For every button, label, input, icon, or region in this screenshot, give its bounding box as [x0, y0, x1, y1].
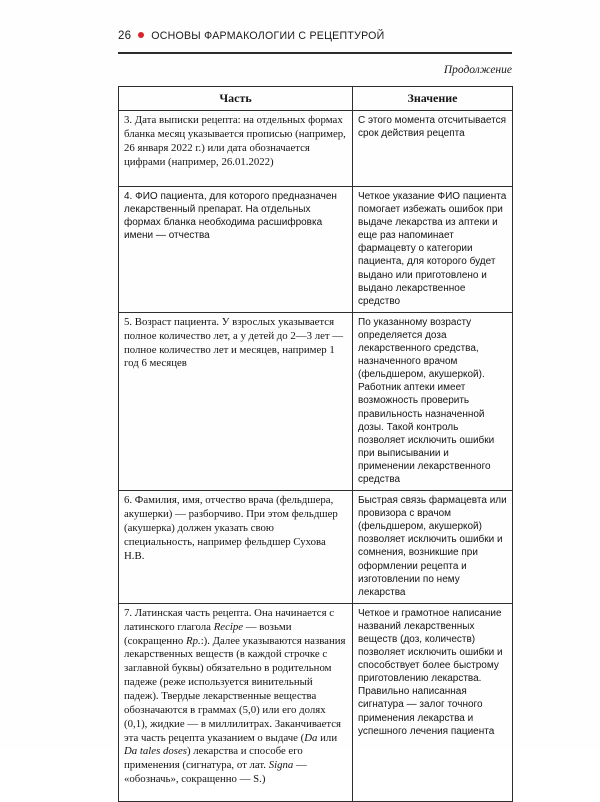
cell-part: [119, 111, 353, 187]
cell-meaning: [353, 187, 513, 313]
cell-meaning: [353, 312, 513, 490]
table-row: [119, 187, 513, 313]
cell-part-text: 7. Латинская часть рецепта. Она начинается с латинского глагола Recipe — возьми (сокращенно Rp.:). Далее указываются названия лекарственных веществ (в каждой строчке с заглавной буквы) обязательно в родительном падеже (реже используется винительный падеж). Твердые лекарственные вещества обозначаются в граммах (5,0) или его долях (0,1), жидкие — в миллилитрах. Заканчивается эта часть рецепта указанием о выдаче (Da или Da tales doses) лекарства и способе его применения (сигнатура, от лат. Signa — «обозначь», сокращенно — S.): [124, 606, 346, 786]
running-head: [118, 30, 518, 42]
column-header-part: Часть: [119, 87, 353, 111]
bullet-icon: [138, 32, 144, 38]
cell-part: [119, 491, 353, 604]
cell-part: [119, 312, 353, 490]
cell-meaning-text: С этого момента отсчитывается срок действия рецепта: [358, 115, 507, 140]
cell-meaning-text: Четкое и грамотное написание названий лекарственных веществ (доз, количеств) позволяет исключить ошибки и способствует более быстрому приготовлению лекарства. Правильно написанная сигнатура — залог точного применения лекарства и успешного лечения пациента: [358, 607, 503, 737]
page-number: 26: [118, 30, 132, 42]
table-header-row: [119, 87, 513, 111]
table-row: [119, 491, 513, 604]
column-header-meaning: Значение: [353, 87, 513, 111]
cell-part-text: 6. Фамилия, имя, отчество врача (фельдшера, акушерки) — разборчиво. При этом фельдшер (акушерка) должен указать свою специальность, например фельдшер Сухова Н.В.: [124, 494, 338, 562]
continued-label: Продолжение: [443, 64, 512, 76]
header-divider: [118, 52, 512, 54]
cell-meaning-text: По указанному возрасту определяется доза лекарственного средства, назначенного врачом (фельдшером, акушеркой). Работник аптеки имеет возможность проверить правильность назначенной дозы. Такой контроль позволяет исключить ошибки при выписывании и применении лекарственного средства: [358, 316, 495, 485]
table-row: [119, 111, 513, 187]
cell-part: [119, 603, 353, 801]
cell-part-text: 3. Дата выписки рецепта: на отдельных формах бланка месяц указывается прописью (например, 26 января 2022 г.) или дата обозначается цифрами (например, 26.01.2022): [124, 114, 346, 168]
cell-meaning: [353, 111, 513, 187]
table-row: [119, 312, 513, 490]
table-container: [118, 86, 512, 802]
cell-meaning: [353, 491, 513, 604]
prescription-parts-table: [118, 86, 513, 802]
cell-meaning: [353, 603, 513, 801]
cell-meaning-text: Четкое указание ФИО пациента помогает избежать ошибок при выдаче лекарства из аптеки и еще раз напоминает фармацевту о категории пациента, для которого будет выдано или приготовлено и выдано лекарственное средство: [358, 191, 507, 307]
table-row: [119, 603, 513, 801]
cell-meaning-text: Быстрая связь фармацевта или провизора с врачом (фельдшером, акушеркой) позволяет исключить ошибки и сомнения, возникшие при оформлении рецепта и изготовлении по нему лекарства: [358, 495, 507, 598]
cell-part-text: 4. ФИО пациента, для которого предназначен лекарственный препарат. На отдельных формах бланка необходима расшифровка имени — отчества: [124, 191, 337, 242]
table-body: [119, 111, 513, 802]
cell-part-text: 5. Возраст пациента. У взрослых указывается полное количество лет, а у детей до 2—3 лет — полное количество лет и месяцев, например 1 год 6 месяцев: [124, 315, 344, 370]
cell-part: [119, 187, 353, 313]
running-head-title: ОСНОВЫ ФАРМАКОЛОГИИ С РЕЦЕПТУРОЙ: [151, 30, 385, 42]
